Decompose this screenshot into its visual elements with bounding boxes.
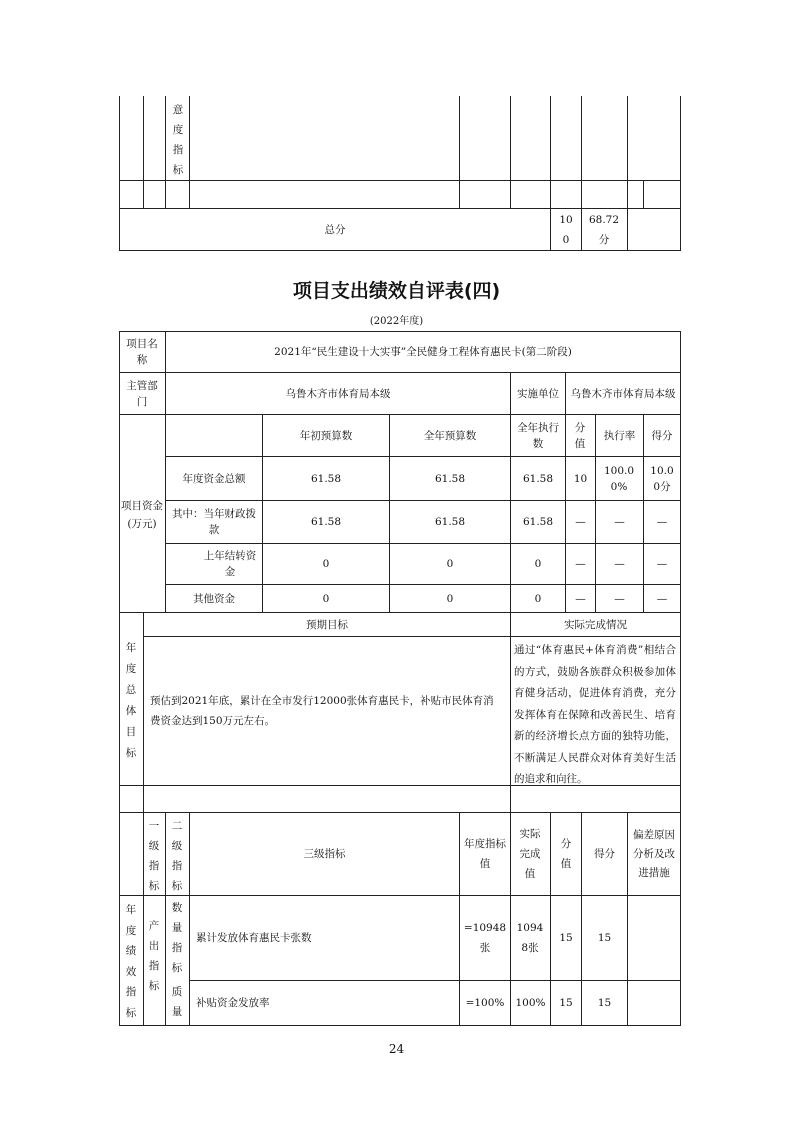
indicator-score: 15 bbox=[597, 997, 612, 1009]
fund-row-score-full: — bbox=[575, 516, 586, 528]
indicator-score: 15 bbox=[597, 932, 612, 944]
fund-row-label: 其中：当年财政拨款 bbox=[172, 508, 256, 536]
fund-row-score-full: — bbox=[575, 558, 586, 570]
total-obtained-score: 68.72分 bbox=[588, 213, 620, 246]
fund-row-initial: 61.58 bbox=[310, 472, 342, 485]
fund-row-score: — bbox=[656, 516, 668, 528]
fund-row-initial: 0 bbox=[322, 558, 330, 570]
department-value: 乌鲁木齐市体育局本级 bbox=[285, 387, 391, 400]
fund-row-executed: 0 bbox=[534, 558, 542, 570]
fund-row-label: 其他资金 bbox=[193, 592, 235, 605]
indicator-full-score: 15 bbox=[559, 932, 573, 944]
implementing-unit-label: 实施单位 bbox=[517, 387, 559, 400]
quantity-indicator-label: 数量指标 bbox=[171, 902, 183, 974]
fund-row-score: — bbox=[656, 558, 668, 570]
page-number: 24 bbox=[388, 1042, 405, 1056]
funds-header-initial-budget: 年初预算数 bbox=[299, 429, 353, 442]
quality-indicator-label: 质量 bbox=[171, 986, 183, 1018]
score-header: 得分 bbox=[594, 848, 615, 860]
expected-goal-header: 预期目标 bbox=[306, 618, 348, 631]
fund-row-score: 10.00分 bbox=[650, 464, 674, 493]
fund-row-label: 上年结转资金 bbox=[203, 550, 257, 578]
indicator-target: =10948张 bbox=[463, 922, 507, 954]
fund-row-annual: 0 bbox=[446, 558, 454, 570]
fund-row-executed: 61.58 bbox=[522, 472, 554, 485]
level1-header: 一级指标 bbox=[148, 820, 160, 892]
deviation-header: 偏差原因分析及改进措施 bbox=[633, 828, 675, 879]
actual-value-header: 实际完成值 bbox=[519, 828, 541, 880]
fund-row-annual: 61.58 bbox=[434, 516, 466, 528]
indicator-actual: 100% bbox=[515, 997, 546, 1009]
level2-header: 二级指标 bbox=[171, 820, 183, 892]
project-funds-label: 项目资金(万元) bbox=[121, 500, 163, 530]
total-full-score: 100 bbox=[559, 213, 573, 246]
actual-result-header: 实际完成情况 bbox=[564, 618, 627, 631]
actual-result-text: 通过“体育惠民+体育消费”相结合的方式，鼓励各族群众积极参加体育健身活动，促进体育消费，充分发挥体育在保障和改善民生、培育新的经济增长点方面的独特功能，不断满足人民群众对体育美好生活的追求和向往。 bbox=[514, 644, 676, 785]
project-name-label: 项目名称 bbox=[126, 338, 158, 366]
indicator-name: 累计发放体育惠民卡张数 bbox=[196, 932, 312, 944]
report-year: (2022年度) bbox=[369, 316, 424, 327]
performance-indicator-label: 年度绩效指标 bbox=[125, 904, 137, 1019]
fund-row-initial: 0 bbox=[322, 592, 330, 605]
fund-row-score-full: 10 bbox=[573, 472, 588, 485]
fund-row-rate: — bbox=[614, 516, 625, 528]
fund-row-executed: 61.58 bbox=[522, 516, 554, 528]
output-indicator-label: 产出指标 bbox=[148, 920, 160, 992]
fund-row-rate: — bbox=[614, 592, 625, 605]
funds-header-score-full: 分值 bbox=[574, 421, 586, 450]
level3-header: 三级指标 bbox=[303, 848, 346, 860]
expected-goal-text: 预估到2021年底，累计在全市发行12000张体育惠民卡，补贴市民体育消费资金达到150万元左右。 bbox=[150, 695, 494, 727]
fund-row-score-full: — bbox=[575, 592, 586, 605]
page-title: 项目支出绩效自评表(四) bbox=[292, 280, 501, 302]
funds-header-rate: 执行率 bbox=[603, 429, 636, 442]
funds-header-annual-budget: 全年预算数 bbox=[423, 429, 477, 442]
indicator-name: 补贴资金发放率 bbox=[196, 997, 270, 1009]
satisfaction-indicator-label: 意度指标 bbox=[172, 104, 184, 176]
fund-row-score: — bbox=[656, 592, 668, 605]
total-score-label: 总分 bbox=[324, 223, 346, 236]
fund-row-annual: 61.58 bbox=[434, 472, 466, 485]
fund-row-rate: — bbox=[614, 558, 625, 570]
project-name-value: 2021年“民生建设十大实事”全民健身工程体育惠民卡(第二阶段) bbox=[274, 346, 572, 358]
full-score-header: 分值 bbox=[560, 838, 572, 870]
indicator-full-score: 15 bbox=[559, 997, 573, 1009]
fund-row-rate: 100.00% bbox=[603, 464, 635, 493]
indicator-target: =100% bbox=[465, 997, 505, 1009]
implementing-unit-value: 乌鲁木齐市体育局本级 bbox=[570, 387, 676, 400]
annual-goal-label: 年度总体目标 bbox=[125, 642, 137, 759]
funds-header-executed: 全年执行数 bbox=[517, 421, 559, 450]
target-value-header: 年度指标值 bbox=[464, 838, 506, 870]
department-label: 主管部门 bbox=[126, 379, 158, 408]
funds-header-score: 得分 bbox=[651, 429, 673, 442]
fund-row-label: 年度资金总额 bbox=[182, 472, 246, 485]
fund-row-initial: 61.58 bbox=[310, 516, 342, 528]
indicator-actual: 10948张 bbox=[516, 922, 544, 954]
fund-row-annual: 0 bbox=[446, 592, 454, 605]
fund-row-executed: 0 bbox=[534, 592, 542, 605]
